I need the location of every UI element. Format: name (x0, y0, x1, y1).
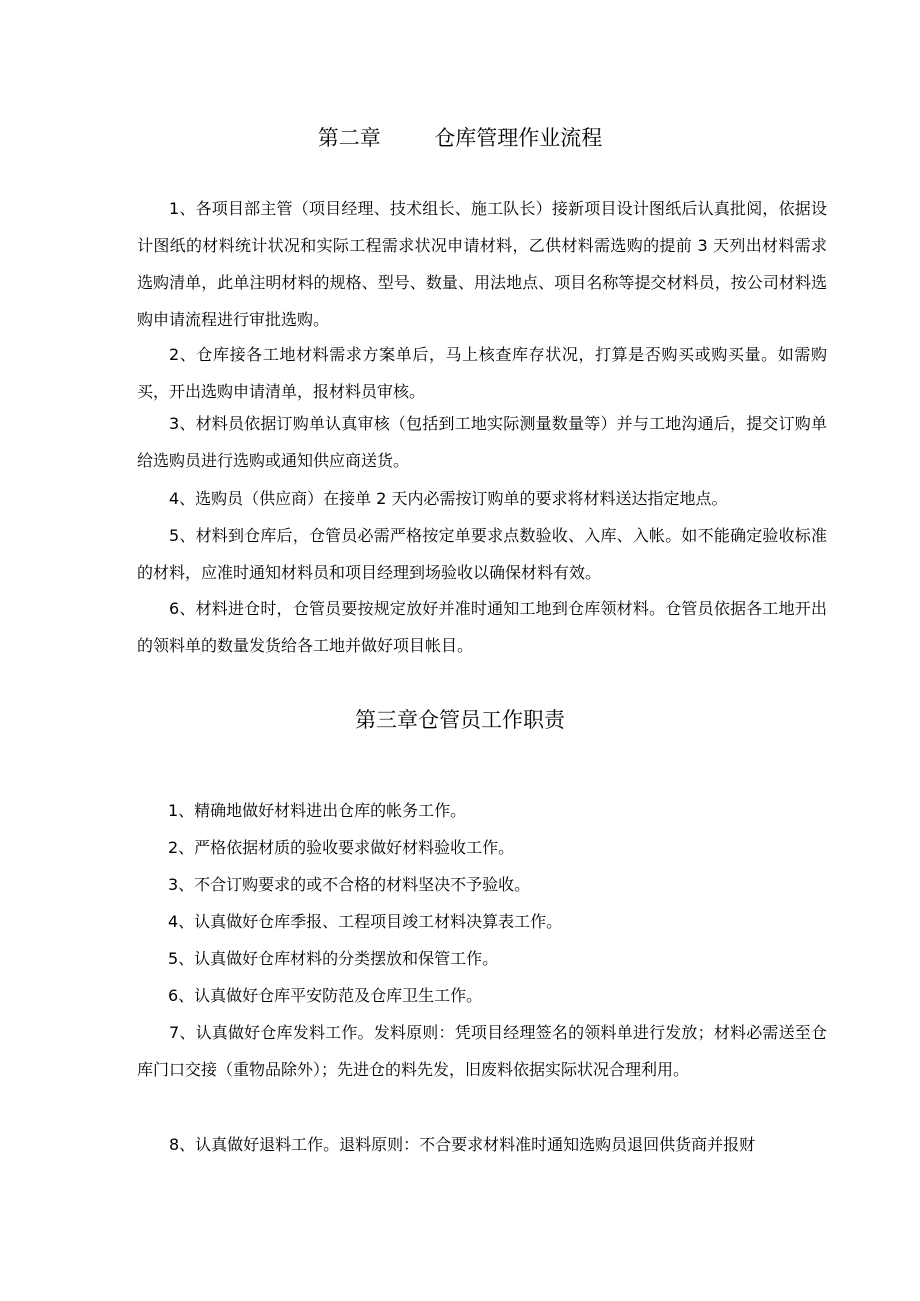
chapter-2-paragraph-2: 2、仓库接各工地材料需求方案单后，马上核查库存状况，打算是否购买或购买量。如需购买，开出选购申请清单，报材料员审核。 (137, 345, 827, 401)
chapter-2-paragraph-5: 5、材料到仓库后，仓管员必需严格按定单要求点数验收、入库、入帐。如不能确定验收标准的材料，应准时通知材料员和项目经理到场验收以确保材料有效。 (137, 526, 827, 582)
chapter-3-title: 第三章仓管员工作职责 (355, 708, 565, 732)
chapter-2-paragraph-6: 6、材料进仓时，仓管员要按规定放好并准时通知工地到仓库领材料。仓管员依据各工地开出的领料单的数量发货给各工地并做好项目帐目。 (137, 599, 827, 655)
chapter-2-paragraph-3: 3、材料员依据订购单认真审核（包括到工地实际测量数量等）并与工地沟通后，提交订购单给选购员进行选购或通知供应商送货。 (137, 414, 827, 470)
chapter-2-title: 第二章 仓库管理作业流程 (317, 126, 603, 150)
duty-item-5: 5、认真做好仓库材料的分类摆放和保管工作。 (168, 949, 499, 968)
duty-item-6: 6、认真做好仓库平安防范及仓库卫生工作。 (168, 986, 483, 1005)
duty-paragraph-7: 7、认真做好仓库发料工作。发料原则：凭项目经理签名的领料单进行发放；材料必需送至仓库门口交接（重物品除外）；先进仓的料先发，旧废料依据实际状况合理利用。 (137, 1023, 827, 1079)
chapter-2-paragraph-4: 4、选购员（供应商）在接单 2 天内必需按订购单的要求将材料送达指定地点。 (169, 489, 728, 508)
duty-item-4: 4、认真做好仓库季报、工程项目竣工材料决算表工作。 (168, 912, 563, 931)
duty-paragraph-8: 8、认真做好退料工作。退料原则：不合要求材料准时通知选购员退回供货商并报财 (169, 1135, 756, 1154)
duty-item-1: 1、精确地做好材料进出仓库的帐务工作。 (168, 801, 467, 820)
duty-item-3: 3、不合订购要求的或不合格的材料坚决不予验收。 (168, 875, 531, 894)
chapter-2-paragraph-1: 1、各项目部主管（项目经理、技术组长、施工队长）接新项目设计图纸后认真批阅，依据设计图纸的材料统计状况和实际工程需求状况申请材料，乙供材料需选购的提前 3 天列出材料需求选购清单，此单注明材料的规格、型号、数量、用法地点、项目名称等提交材料员，按公司材料选购申请流程进行审批选购。 (137, 199, 827, 329)
duty-item-2: 2、严格依据材质的验收要求做好材料验收工作。 (168, 838, 515, 857)
